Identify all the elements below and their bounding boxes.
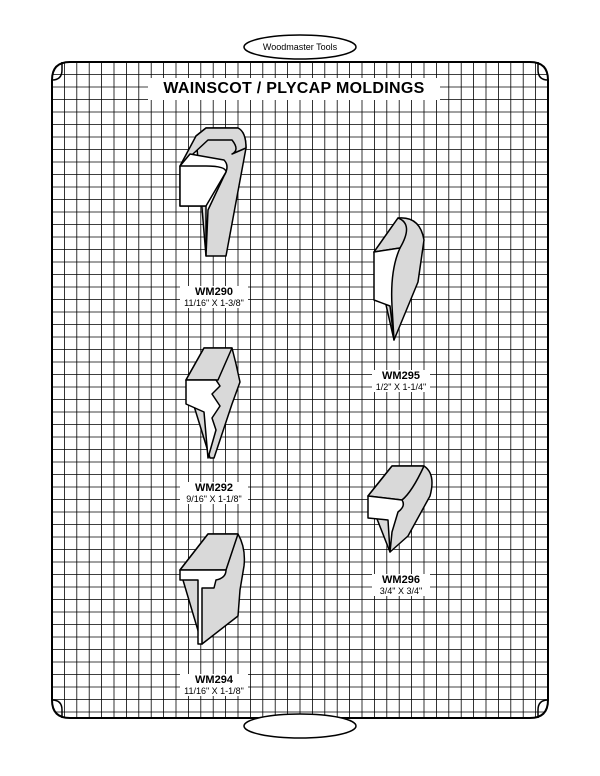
molding-code: WM296 (382, 574, 420, 586)
brand-label: Woodmaster Tools (262, 42, 338, 52)
molding-code: WM292 (195, 482, 233, 494)
label-wm295 (372, 370, 430, 392)
label-wm296 (372, 574, 430, 596)
molding-code: WM294 (195, 674, 233, 686)
molding-size: 3/4" X 3/4" (379, 586, 423, 596)
profile-wm292 (186, 348, 240, 458)
label-wm292 (180, 482, 248, 504)
profile-wm295 (374, 218, 424, 340)
molding-code: WM290 (195, 286, 233, 298)
bottom-oval (244, 714, 356, 738)
label-wm290 (180, 286, 248, 308)
molding-code: WM295 (382, 370, 420, 382)
molding-size: 9/16" X 1-1/8" (186, 494, 242, 504)
molding-size: 11/16" X 1-3/8" (184, 298, 244, 308)
molding-size: 11/16" X 1-1/8" (184, 686, 244, 696)
page-title: WAINSCOT / PLYCAP MOLDINGS (148, 78, 440, 100)
profile-wm294 (180, 534, 244, 644)
label-wm294 (180, 674, 248, 696)
profile-wm296 (368, 466, 432, 552)
molding-size: 1/2" X 1-1/4" (375, 382, 427, 392)
